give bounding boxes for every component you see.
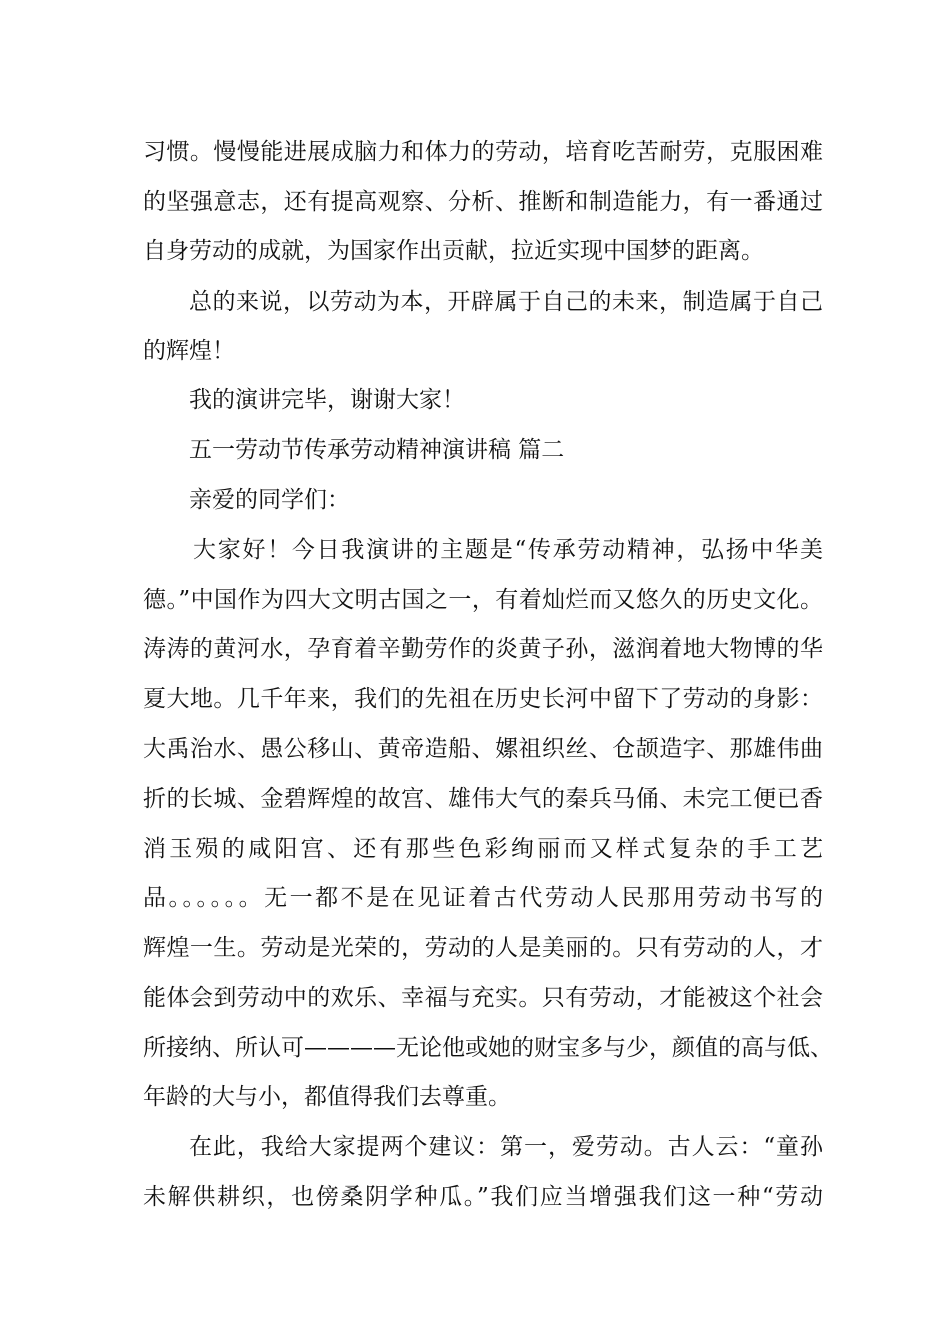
text-line: 亲爱的同学们： bbox=[189, 487, 350, 513]
text-line: 的坚强意志，还有提高观察、分析、推断和制造能力，有一番通过 bbox=[143, 189, 823, 215]
text-line: 大家好！今日我演讲的主题是“传承劳动精神，弘扬中华美 bbox=[193, 537, 823, 563]
text-line: 的辉煌！ bbox=[143, 338, 235, 364]
text-line: 大禹治水、愚公移山、黄帝造船、嫘祖织丝、仓颉造字、那雄伟曲 bbox=[143, 736, 823, 762]
text-line: 年龄的大与小，都值得我们去尊重。 bbox=[143, 1084, 511, 1110]
text-line: 消玉殒的咸阳宫、还有那些色彩绚丽而又样式复杂的手工艺 bbox=[143, 836, 823, 862]
text-line: 德。”中国作为四大文明古国之一，有着灿烂而又悠久的历史文化。 bbox=[143, 587, 823, 613]
text-line: 辉煌一生。劳动是光荣的，劳动的人是美丽的。只有劳动的人，才 bbox=[143, 935, 823, 961]
text-line: 习惯。慢慢能进展成脑力和体力的劳动，培育吃苦耐劳，克服困难 bbox=[143, 139, 823, 165]
text-line: 自身劳动的成就，为国家作出贡献，拉近实现中国梦的距离。 bbox=[143, 238, 764, 264]
text-line: 夏大地。几千年来，我们的先祖在历史长河中留下了劳动的身影： bbox=[143, 686, 823, 712]
text-line: 我的演讲完毕，谢谢大家！ bbox=[189, 387, 465, 413]
text-line: 涛涛的黄河水，孕育着辛勤劳作的炎黄子孙，滋润着地大物博的华 bbox=[143, 636, 823, 662]
text-line: 未解供耕织，也傍桑阴学种瓜。”我们应当增强我们这一种“劳动 bbox=[143, 1184, 823, 1210]
section-heading: 五一劳动节传承劳动精神演讲稿 篇二 bbox=[189, 437, 565, 463]
text-line: 品。。。。。。无一都不是在见证着古代劳动人民那用劳动书写的 bbox=[143, 885, 823, 911]
text-line: 在此，我给大家提两个建议：第一，爱劳动。古人云：“童孙 bbox=[189, 1134, 823, 1160]
text-line: 总的来说，以劳动为本，开辟属于自己的未来，制造属于自己 bbox=[189, 289, 823, 315]
text-line: 能体会到劳动中的欢乐、幸福与充实。只有劳动，才能被这个社会 bbox=[143, 985, 823, 1011]
text-line: 折的长城、金碧辉煌的故宫、雄伟大气的秦兵马俑、未完工便已香 bbox=[143, 786, 823, 812]
text-line: 所接纳、所认可————无论他或她的财宝多与少，颜值的高与低、 bbox=[143, 1035, 833, 1061]
